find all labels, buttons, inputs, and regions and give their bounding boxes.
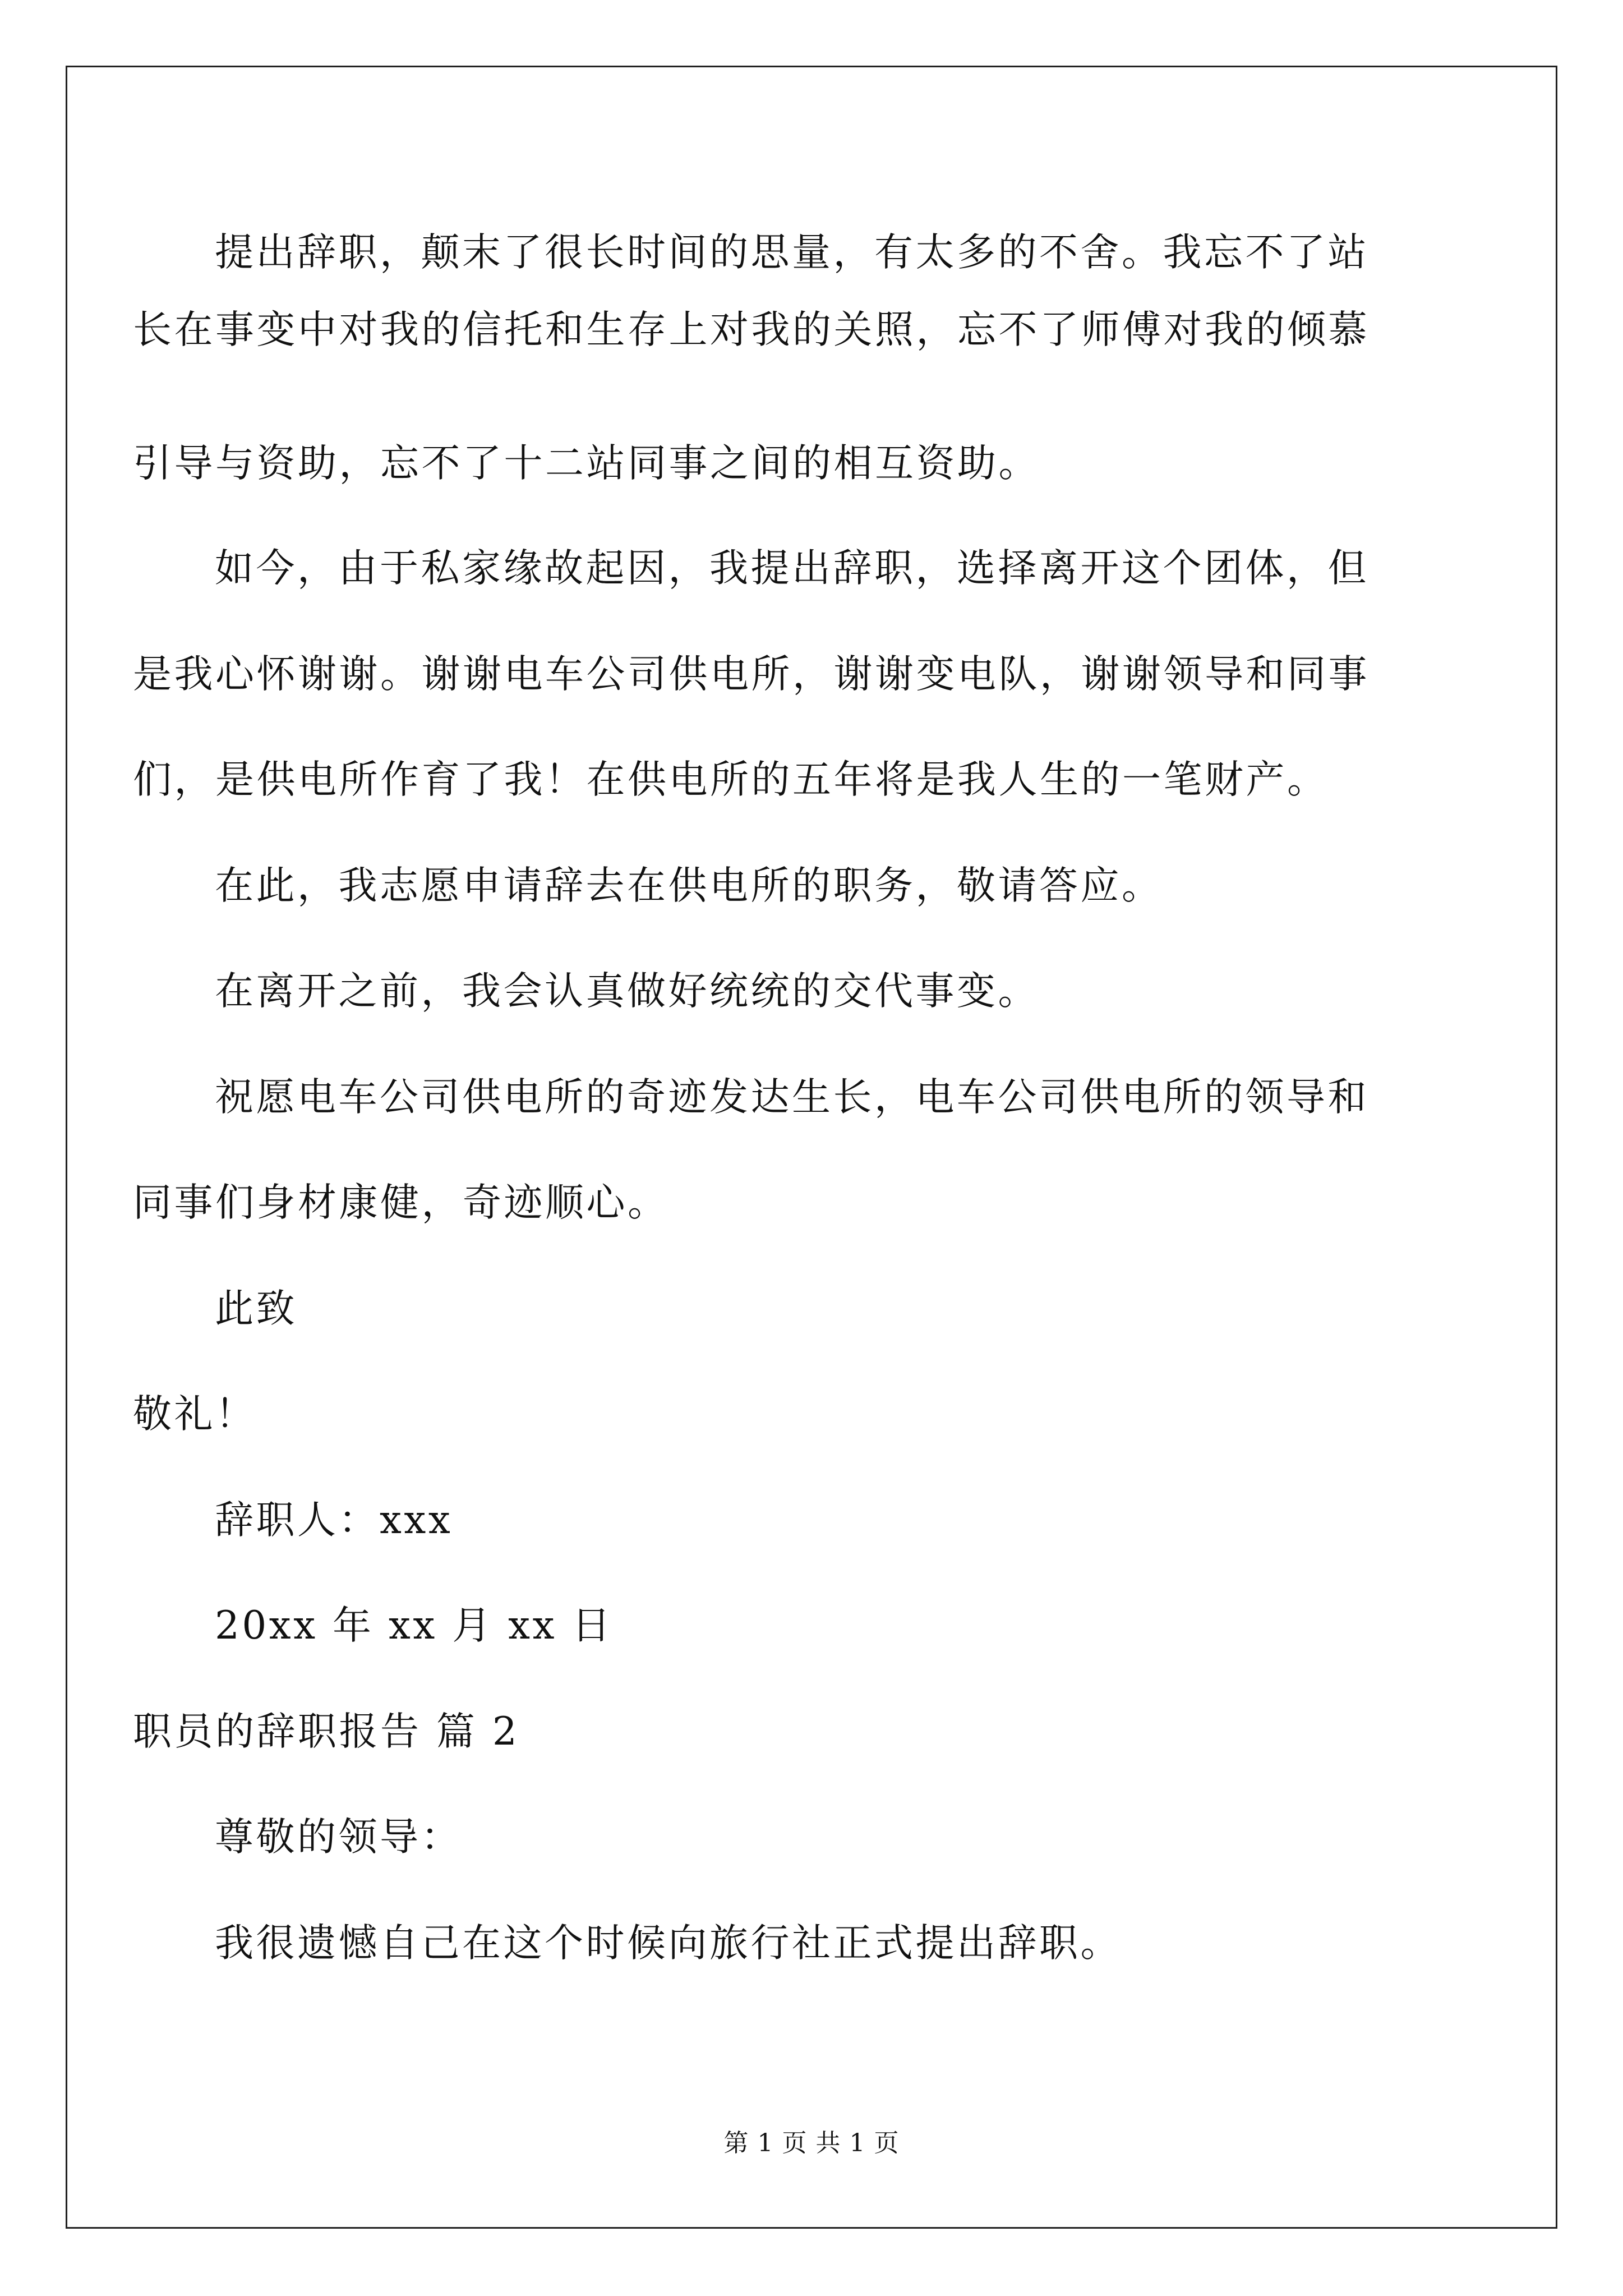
paragraph-3: 在此，我志愿申请辞去在供电所的职务，敬请答应。 bbox=[215, 863, 1163, 908]
section-heading: 职员的辞职报告 篇 2 bbox=[133, 1709, 520, 1754]
page-border bbox=[66, 66, 1557, 2229]
letter-first-paragraph: 我很遗憾自己在这个时候向旅行社正式提出辞职。 bbox=[215, 1921, 1122, 1966]
closing-regards: 敬礼！ bbox=[133, 1392, 257, 1437]
letter-greeting: 尊敬的领导： bbox=[215, 1815, 462, 1860]
paragraph-1-line-3: 引导与资助，忘不了十二站同事之间的相互资助。 bbox=[133, 441, 1040, 486]
paragraph-1-line-2: 长在事变中对我的信托和生存上对我的关照，忘不了师傅对我的倾慕 bbox=[133, 307, 1370, 352]
paragraph-5-line-1: 祝愿电车公司供电所的奇迹发达生长，电车公司供电所的领导和 bbox=[215, 1075, 1369, 1120]
paragraph-4: 在离开之前，我会认真做好统统的交代事变。 bbox=[215, 969, 1039, 1014]
paragraph-1-line-1: 提出辞职，颠末了很长时间的思量，有太多的不舍。我忘不了站 bbox=[215, 230, 1369, 275]
signature-date: 20xx 年 xx 月 xx 日 bbox=[215, 1603, 613, 1648]
paragraph-2-line-3: 们，是供电所作育了我！在供电所的五年将是我人生的一笔财产。 bbox=[133, 757, 1329, 802]
paragraph-5-line-2: 同事们身材康健，奇迹顺心。 bbox=[133, 1180, 669, 1225]
paragraph-2-line-2: 是我心怀谢谢。谢谢电车公司供电所，谢谢变电队，谢谢领导和同事 bbox=[133, 652, 1370, 697]
paragraph-2-line-1: 如今，由于私家缘故起因，我提出辞职，选择离开这个团体，但 bbox=[215, 546, 1369, 591]
page-footer: 第 1 页 共 1 页 bbox=[723, 2129, 900, 2157]
signature-name: 辞职人：xxx bbox=[215, 1498, 453, 1543]
closing-salutation: 此致 bbox=[215, 1286, 297, 1331]
